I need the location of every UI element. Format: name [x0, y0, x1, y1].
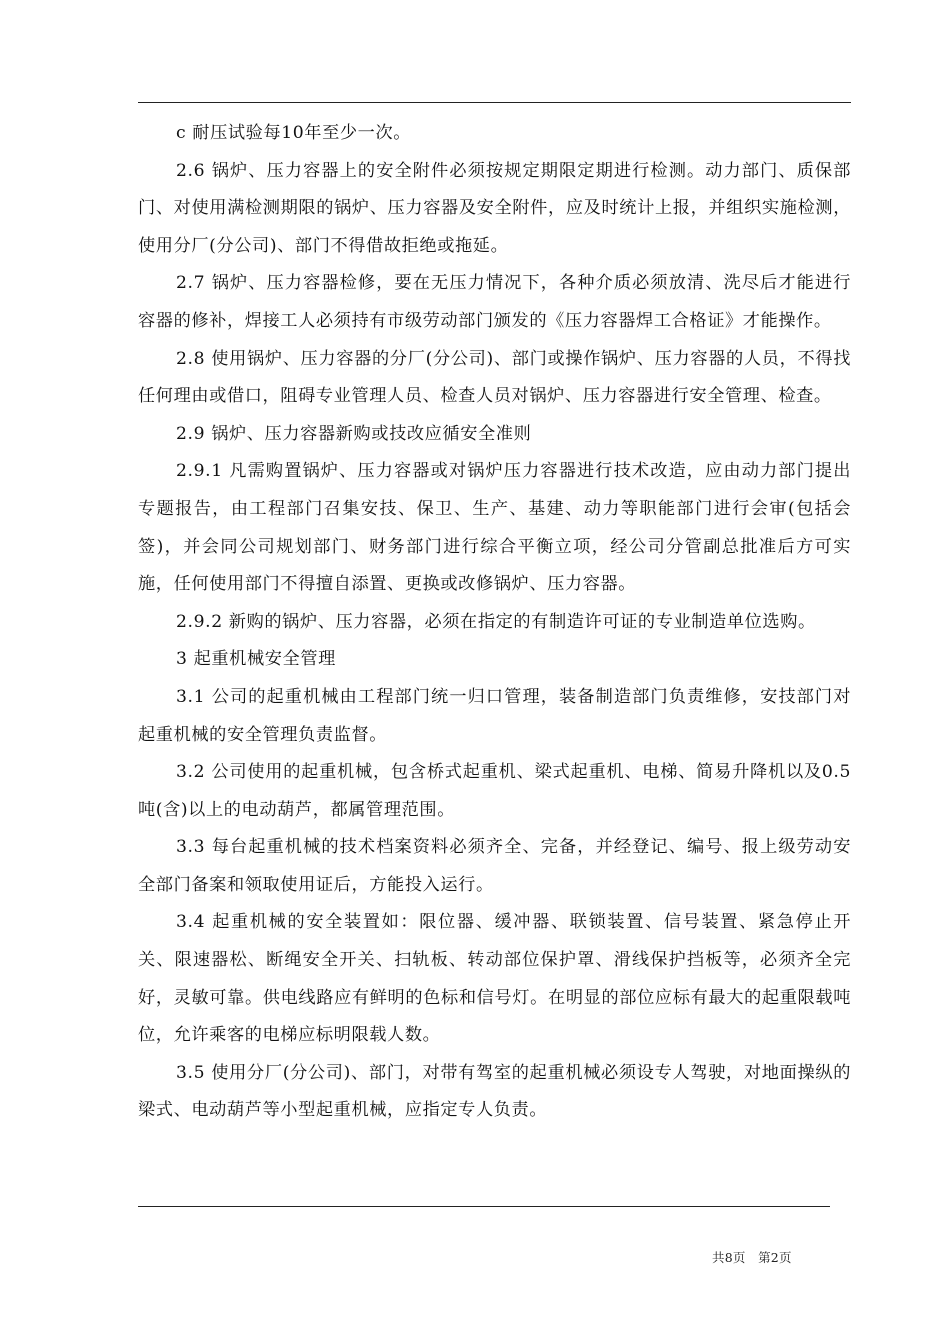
paragraph: 2.9.2 新购的锅炉、压力容器，必须在指定的有制造许可证的专业制造单位选购。	[176, 611, 816, 632]
paragraph: 3.3 每台起重机械的技术档案资料必须齐全、完备，并经登记、编号、报上级劳动安全部门备案和领取使用证后，方能投入运行。	[138, 837, 851, 895]
paragraph: 2.8 使用锅炉、压力容器的分厂(分公司)、部门或操作锅炉、压力容器的人员，不得找任何理由或借口，阻碍专业管理人员、检查人员对锅炉、压力容器进行安全管理、检查。	[138, 348, 851, 407]
section-heading: 3 起重机械安全管理	[176, 649, 336, 670]
current-page: 第2页	[758, 1250, 792, 1265]
paragraph: 2.6 锅炉、压力容器上的安全附件必须按规定期限定期进行检测。动力部门、质保部门、对使用满检测期限的锅炉、压力容器及安全附件，应及时统计上报，并组织实施检测，使用分厂(分公司)、部门不得借故拒绝或拖延。	[138, 160, 851, 256]
paragraph: 3.5 使用分厂(分公司)、部门，对带有驾室的起重机械必须设专人驾驶，对地面操纵的梁式、电动葫芦等小型起重机械，应指定专人负责。	[138, 1062, 851, 1121]
paragraph: 2.7 锅炉、压力容器检修，要在无压力情况下，各种介质必须放清、洗尽后才能进行容器的修补，焊接工人必须持有市级劳动部门颁发的《压力容器焊工合格证》才能操作。	[138, 273, 851, 331]
paragraph: c 耐压试验每10年至少一次。	[176, 123, 412, 143]
total-pages: 共8页	[712, 1250, 746, 1265]
paragraph: 3.4 起重机械的安全装置如：限位器、缓冲器、联锁装置、信号装置、紧急停止开关、限速器松、断绳安全开关、扫轨板、转动部位保护罩、滑线保护挡板等，必须齐全完好，灵敏可靠。供电线路应有鲜明的色标和信号灯。在明显的部位应标有最大的起重限载吨位，允许乘客的电梯应标明限载人数。	[138, 912, 851, 1046]
paragraph: 3.1 公司的起重机械由工程部门统一归口管理，装备制造部门负责维修，安技部门对起重机械的安全管理负责监督。	[138, 686, 851, 745]
document-body	[138, 115, 851, 1130]
paragraph: 2.9.1 凡需购置锅炉、压力容器或对锅炉压力容器进行技术改造，应由动力部门提出专题报告，由工程部门召集安技、保卫、生产、基建、动力等职能部门进行会审(包括会签)，并会同公司规划部门、财务部门进行综合平衡立项，经公司分管副总批准后方可实施，任何使用部门不得擅自添置、更换或改修锅炉、压力容器。	[138, 461, 851, 595]
paragraph: 2.9 锅炉、压力容器新购或技改应循安全准则	[176, 423, 532, 444]
footer-rule	[138, 1206, 830, 1207]
page-number	[712, 1248, 792, 1266]
header-rule	[138, 102, 851, 103]
paragraph: 3.2 公司使用的起重机械，包含桥式起重机、梁式起重机、电梯、简易升降机以及0.5吨(含)以上的电动葫芦，都属管理范围。	[138, 762, 851, 820]
